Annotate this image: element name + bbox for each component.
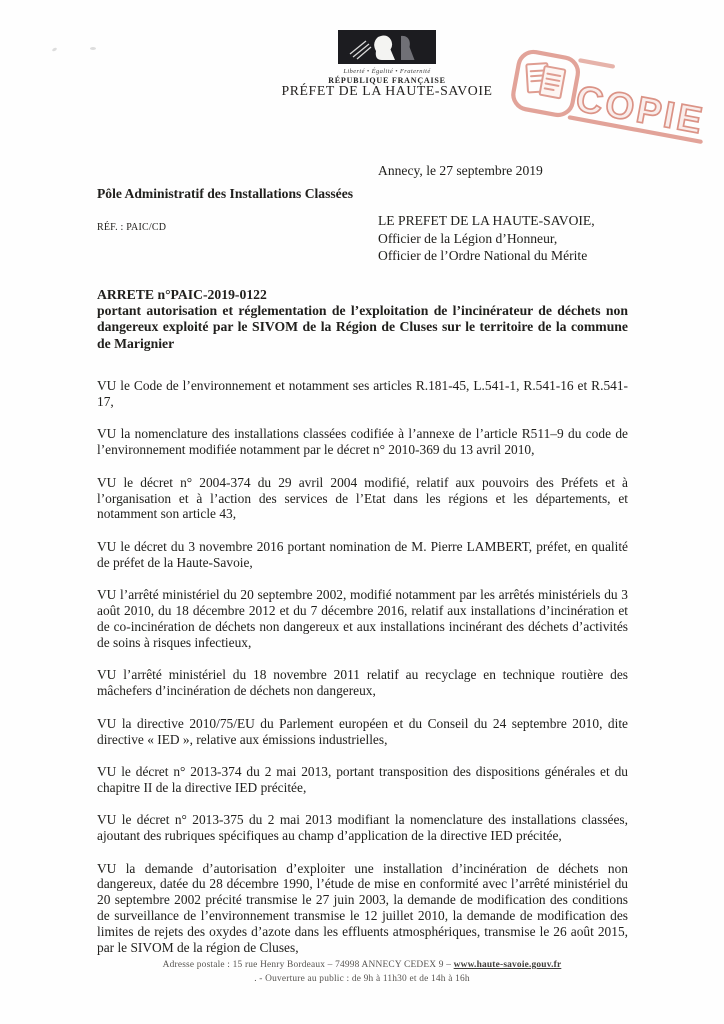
- author-line: Officier de l’Ordre National du Mérite: [378, 248, 588, 263]
- prefecture-title: PRÉFET DE LA HAUTE-SAVOIE: [281, 83, 493, 98]
- letterhead: [287, 30, 487, 86]
- vu-paragraph: VU l’arrêté ministériel du 18 novembre 2011 relatif au recyclage en technique routière des mâchefers d’incinération de déchets non dangereux,: [97, 667, 628, 699]
- copie-stamp-label: COPIE: [572, 77, 709, 142]
- vu-paragraph: VU l’arrêté ministériel du 20 septembre 2002, modifié notamment par les arrêtés ministériels du 3 août 2010, du 18 décembre 2012 et du 7 décembre 2016, relatif aux installations d’incinération et de co-incinération de déchets non dangereux et aux installations incinérant des déchets d’activités de soins à risques infectieux,: [97, 587, 628, 650]
- vu-paragraph: VU le décret du 3 novembre 2016 portant nomination de M. Pierre LAMBERT, préfet, en qualité de préfet de la Haute-Savoie,: [97, 538, 628, 570]
- vu-paragraph: VU la nomenclature des installations classées codifiée à l’annexe de l’article R511–9 du code de l’environnement modifiée notamment par le décret n° 2010-369 du 13 avril 2010,: [97, 426, 628, 458]
- reference-number: RÉF. : PAIC/CD: [97, 222, 167, 233]
- scan-speck: [90, 47, 96, 50]
- republic-motto: Liberté • Égalité • Fraternité: [343, 68, 431, 75]
- vu-paragraph: VU la directive 2010/75/EU du Parlement européen et du Conseil du 24 septembre 2010, dite directive « IED », relative aux émissions industrielles,: [97, 715, 628, 747]
- footer-hours-line: . - Ouverture au public : de 9h à 11h30 et de 14h à 16h: [254, 973, 470, 984]
- decree-subject: portant autorisation et réglementation de l’exploitation de l’incinérateur de déchets non dangereux exploité par le SIVOM de la Région de Cluses sur le territoire de la commune de Marignier: [97, 303, 628, 351]
- vu-paragraph: VU le décret n° 2013-374 du 2 mai 2013, portant transposition des dispositions générales et du chapitre II de la directive IED précitée,: [97, 763, 628, 795]
- marianne-republic-logo-icon: [338, 30, 436, 66]
- vu-paragraph: VU la demande d’autorisation d’exploiter une installation d’incinération de déchets non dangereux, datée du 28 décembre 1990, l’étude de mise en conformité avec l’arrêté ministériel du 20 septembre 2002 précité transmise le 27 juin 2003, la demande de modification des conditions de surveillance de l’environnement transmise le 12 juillet 2010, la demande de modification des limites de rejets des oxydes d’azote dans les effluents atmosphériques, transmise le 26 août 2015, par le SIVOM de la région de Cluses,: [97, 860, 628, 956]
- author-line: LE PREFET DE LA HAUTE-SAVOIE,: [378, 213, 595, 228]
- author-line: Officier de la Légion d’Honneur,: [378, 230, 558, 246]
- place-date-line: Annecy, le 27 septembre 2019: [378, 163, 543, 178]
- issuing-service: Pôle Administratif des Installations Classées: [97, 186, 354, 201]
- prefect-signature-titles: [378, 212, 595, 265]
- footer-address-text: Adresse postale : 15 rue Henry Bordeaux – 74998 ANNECY CEDEX 9 –: [162, 960, 454, 970]
- copie-stamp: [498, 40, 718, 176]
- republic-name: RÉPUBLIQUE FRANÇAISE: [328, 76, 446, 85]
- decree-title: [97, 287, 628, 352]
- page-footer: [0, 959, 724, 986]
- vu-paragraph: VU le décret n° 2013-375 du 2 mai 2013 modifiant la nomenclature des installations classées, ajoutant des rubriques spécifiques au champ d’application de la directive IED précitée,: [97, 812, 628, 844]
- decree-number: ARRETE n°PAIC-2019-0122: [97, 287, 267, 302]
- recitals-section: [97, 378, 628, 972]
- vu-paragraph: VU le décret n° 2004-374 du 29 avril 2004 modifié, relatif aux pouvoirs des Préfets et à l’organisation et à l’action des services de l’Etat dans les régions et les départements, et notamment son article 43,: [97, 474, 628, 522]
- scan-speck: [52, 47, 58, 52]
- prefecture-website-link[interactable]: www.haute-savoie.gouv.fr: [453, 960, 562, 970]
- footer-address-line: [0, 959, 724, 973]
- vu-paragraph: VU le Code de l’environnement et notamment ses articles R.181-45, L.541-1, R.541-16 et R.541-17,: [97, 378, 628, 409]
